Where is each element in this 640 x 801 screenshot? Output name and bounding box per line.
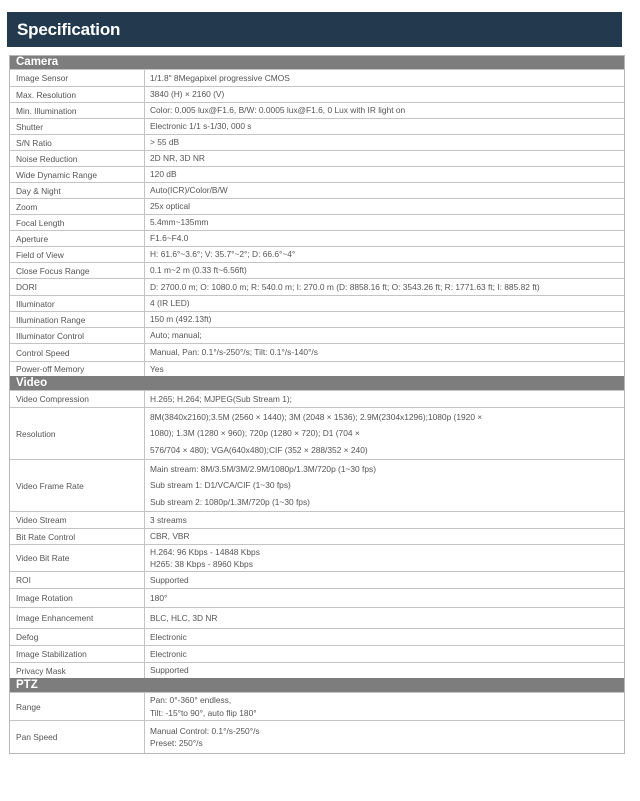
spec-value <box>145 693 624 720</box>
spec-label: Shutter <box>10 119 145 134</box>
spec-value-line: BLC, HLC, 3D NR <box>150 612 218 623</box>
spec-value-line: Electronic <box>150 631 187 642</box>
spec-row <box>10 361 624 376</box>
spec-value-line: H265: 38 Kbps - 8960 Kbps <box>150 559 253 569</box>
spec-label: Privacy Mask <box>10 663 145 678</box>
spec-value <box>145 279 624 295</box>
spec-label: Control Speed <box>10 344 145 361</box>
spec-value-line: 8M(3840x2160);3.5M (2560 × 1440); 3M (2048 × 1536); 2.9M(2304x1296);1080p (1920 × <box>150 411 483 422</box>
spec-label: Close Focus Range <box>10 263 145 278</box>
spec-label: Illuminator <box>10 296 145 311</box>
spec-value-line: Manual Control: 0.1°/s-250°/s <box>150 725 260 736</box>
spec-row <box>10 588 624 607</box>
section-header-camera: Camera <box>10 56 624 69</box>
spec-value-line: 3840 (H) × 2160 (V) <box>150 89 225 100</box>
spec-label: Aperture <box>10 231 145 246</box>
spec-label: Illuminator Control <box>10 328 145 343</box>
spec-value <box>145 135 624 150</box>
spec-value <box>145 589 624 607</box>
spec-value-line: 120 dB <box>150 169 177 180</box>
spec-row <box>10 390 624 407</box>
spec-value-line: Preset: 250°/s <box>150 738 203 748</box>
spec-label: Image Enhancement <box>10 608 145 628</box>
spec-value-line: 4 (IR LED) <box>150 298 190 309</box>
spec-value <box>145 231 624 246</box>
spec-row <box>10 278 624 295</box>
section-header-ptz: PTZ <box>10 678 624 692</box>
spec-value <box>145 247 624 262</box>
spec-row <box>10 407 624 459</box>
spec-label: Defog <box>10 629 145 645</box>
spec-row <box>10 86 624 102</box>
spec-value <box>145 545 624 571</box>
spec-value <box>145 215 624 230</box>
spec-label: Bit Rate Control <box>10 529 145 544</box>
spec-value-line: 25x optical <box>150 201 191 212</box>
spec-row <box>10 544 624 571</box>
spec-label: S/N Ratio <box>10 135 145 150</box>
spec-label: Image Rotation <box>10 589 145 607</box>
spec-row <box>10 134 624 150</box>
spec-value <box>145 721 624 753</box>
spec-value-line: Main stream: 8M/3.5M/3M/2.9M/1080p/1.3M/720p (1~30 fps) <box>150 463 377 474</box>
spec-value-line: 0.1 m~2 m (0.33 ft~6.56ft) <box>150 265 247 276</box>
spec-value <box>145 103 624 118</box>
spec-row <box>10 246 624 262</box>
spec-value-line: H.265; H.264; MJPEG(Sub Stream 1); <box>150 393 292 404</box>
spec-label: Video Compression <box>10 391 145 407</box>
spec-value-line: Auto; manual; <box>150 330 202 341</box>
spec-value-line: 576/704 × 480); VGA(640x480);CIF (352 × 288/352 × 240) <box>150 444 368 455</box>
spec-value <box>145 119 624 134</box>
spec-row <box>10 102 624 118</box>
spec-value <box>145 70 624 86</box>
spec-value <box>145 167 624 182</box>
spec-row <box>10 645 624 662</box>
spec-value-line: 150 m (492.13ft) <box>150 314 212 325</box>
spec-row <box>10 459 624 511</box>
spec-label: ROI <box>10 572 145 588</box>
spec-row <box>10 607 624 628</box>
spec-value-line: Electronic <box>150 648 187 659</box>
spec-label: Video Stream <box>10 512 145 528</box>
spec-label: Min. Illumination <box>10 103 145 118</box>
spec-label: Resolution <box>10 408 145 459</box>
spec-label: Power-off Memory <box>10 362 145 376</box>
spec-value <box>145 608 624 628</box>
spec-value-line: Electronic 1/1 s-1/30, 000 s <box>150 121 252 132</box>
spec-label: Illumination Range <box>10 312 145 327</box>
spec-row <box>10 528 624 544</box>
spec-value-line: Auto(ICR)/Color/B/W <box>150 185 228 196</box>
spec-value-line: 1/1.8" 8Megapixel progressive CMOS <box>150 72 290 83</box>
spec-row <box>10 295 624 311</box>
spec-row <box>10 311 624 327</box>
spec-value <box>145 629 624 645</box>
spec-row <box>10 182 624 198</box>
spec-row <box>10 662 624 678</box>
spec-value <box>145 151 624 166</box>
spec-value-line: 2D NR, 3D NR <box>150 153 205 164</box>
spec-row <box>10 720 624 753</box>
spec-value-line: 3 streams <box>150 514 187 525</box>
spec-value <box>145 328 624 343</box>
spec-label: Zoom <box>10 199 145 214</box>
page-title: Specification <box>7 12 622 47</box>
spec-row <box>10 343 624 361</box>
spec-value <box>145 663 624 678</box>
spec-label: Noise Reduction <box>10 151 145 166</box>
spec-value-line: H: 61.6°~3.6°; V: 35.7°~2°; D: 66.6°~4° <box>150 249 296 260</box>
spec-row <box>10 150 624 166</box>
spec-value <box>145 344 624 361</box>
spec-value <box>145 263 624 278</box>
spec-value-line: Pan: 0°-360° endless, <box>150 695 232 706</box>
spec-value <box>145 460 624 511</box>
spec-value-line: Sub stream 1: D1/VCA/CIF (1~30 fps) <box>150 480 291 491</box>
spec-value-line: Tilt: -15°to 90°, auto flip 180° <box>150 707 257 718</box>
spec-row <box>10 230 624 246</box>
spec-row <box>10 118 624 134</box>
section-header-video: Video <box>10 376 624 390</box>
spec-value <box>145 572 624 588</box>
spec-value <box>145 529 624 544</box>
spec-value <box>145 312 624 327</box>
spec-label: Video Bit Rate <box>10 545 145 571</box>
spec-row <box>10 214 624 230</box>
spec-label: Day & Night <box>10 183 145 198</box>
spec-value <box>145 199 624 214</box>
spec-label: Pan Speed <box>10 721 145 753</box>
spec-value <box>145 183 624 198</box>
spec-value <box>145 296 624 311</box>
spec-value <box>145 408 624 459</box>
spec-value-line: Sub stream 2: 1080p/1.3M/720p (1~30 fps) <box>150 496 310 507</box>
spec-value-line: 180° <box>150 592 168 603</box>
spec-value-line: Supported <box>150 665 189 676</box>
spec-table <box>9 55 625 754</box>
spec-label: Max. Resolution <box>10 87 145 102</box>
spec-label: Range <box>10 693 145 720</box>
spec-row <box>10 198 624 214</box>
spec-value-line: Supported <box>150 574 189 585</box>
spec-row <box>10 628 624 645</box>
spec-row <box>10 262 624 278</box>
spec-value-line: 5.4mm~135mm <box>150 217 209 228</box>
spec-label: DORI <box>10 279 145 295</box>
spec-row <box>10 69 624 86</box>
spec-value-line: Color: 0.005 lux@F1.6, B/W: 0.0005 lux@F1.6, 0 Lux with IR light on <box>150 105 406 116</box>
spec-label: Wide Dynamic Range <box>10 167 145 182</box>
spec-label: Focal Length <box>10 215 145 230</box>
spec-row <box>10 571 624 588</box>
spec-label: Image Sensor <box>10 70 145 86</box>
spec-value-line: > 55 dB <box>150 137 180 148</box>
spec-value-line: Manual, Pan: 0.1°/s-250°/s; Tilt: 0.1°/s-140°/s <box>150 347 318 358</box>
spec-value-line: Yes <box>150 363 164 374</box>
spec-value-line: 1080); 1.3M (1280 × 960); 720p (1280 × 720); D1 (704 × <box>150 428 360 439</box>
spec-value-line: H.264: 96 Kbps - 14848 Kbps <box>150 546 260 557</box>
spec-value-line: CBR, VBR <box>150 531 190 542</box>
spec-row <box>10 692 624 720</box>
spec-value-line: D: 2700.0 m; O: 1080.0 m; R: 540.0 m; I: 270.0 m (D: 8858.16 ft; O: 3543.26 ft; R: 1771.63 ft; I: 885.82 ft) <box>150 281 540 292</box>
spec-value <box>145 391 624 407</box>
spec-label: Video Frame Rate <box>10 460 145 511</box>
spec-value-line: F1.6~F4.0 <box>150 233 189 244</box>
spec-value <box>145 646 624 662</box>
spec-value <box>145 512 624 528</box>
spec-row <box>10 166 624 182</box>
spec-label: Image Stabilization <box>10 646 145 662</box>
spec-row <box>10 327 624 343</box>
spec-value <box>145 87 624 102</box>
spec-row <box>10 511 624 528</box>
spec-value <box>145 362 624 376</box>
spec-label: Field of View <box>10 247 145 262</box>
